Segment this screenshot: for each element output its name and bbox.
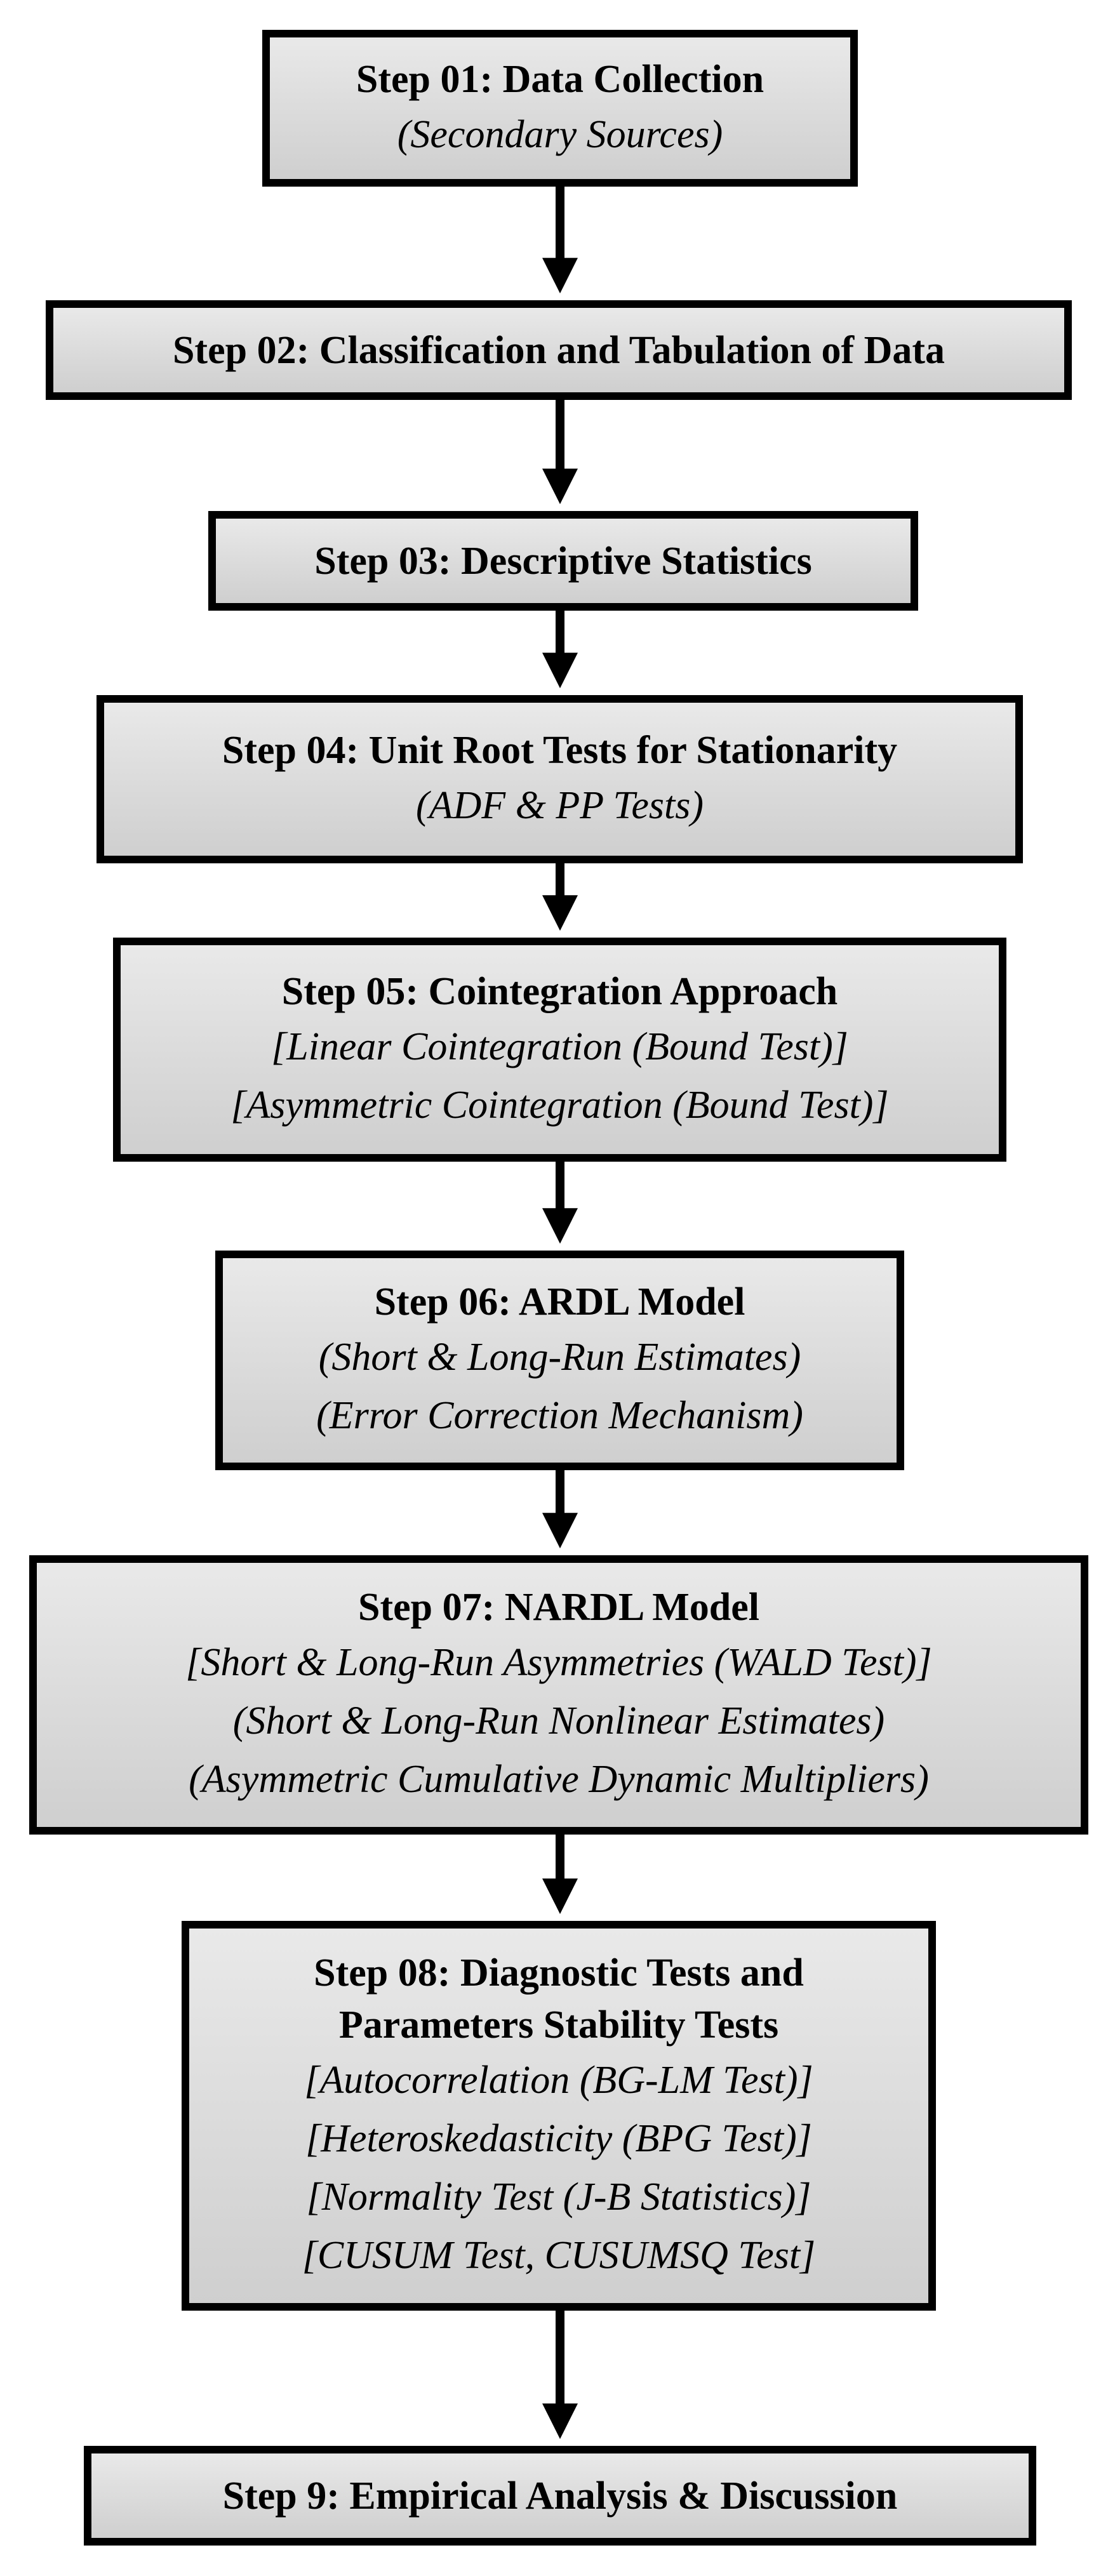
step-05-detail-1: [Linear Cointegration (Bound Test)] bbox=[271, 1025, 848, 1068]
step-06-detail-2: (Error Correction Mechanism) bbox=[316, 1394, 803, 1437]
step-09-box bbox=[84, 2446, 1036, 2546]
step-07-detail-2: (Short & Long-Run Nonlinear Estimates) bbox=[232, 1699, 885, 1743]
step-07-detail-1: [Short & Long-Run Asymmetries (WALD Test)] bbox=[185, 1641, 932, 1684]
step-01-title: Step 01: Data Collection bbox=[356, 57, 764, 101]
step-08-box bbox=[182, 1921, 936, 2311]
step-04-detail-1: (ADF & PP Tests) bbox=[416, 783, 704, 827]
step-05-detail-2: [Asymmetric Cointegration (Bound Test)] bbox=[230, 1083, 889, 1127]
step-02-box bbox=[46, 300, 1072, 400]
step-08-detail-3: [Normality Test (J-B Statistics)] bbox=[306, 2175, 811, 2219]
step-08-detail-1: [Autocorrelation (BG-LM Test)] bbox=[304, 2059, 813, 2102]
step-09-title: Step 9: Empirical Analysis & Discussion bbox=[222, 2474, 898, 2518]
step-02-title: Step 02: Classification and Tabulation of Data bbox=[172, 328, 945, 372]
step-07-detail-3: (Asymmetric Cumulative Dynamic Multipliers) bbox=[189, 1758, 929, 1801]
step-01-detail-1: (Secondary Sources) bbox=[397, 112, 723, 156]
step-01-box bbox=[262, 30, 858, 187]
step-08-detail-4: [CUSUM Test, CUSUMSQ Test] bbox=[302, 2234, 816, 2277]
step-06-box bbox=[215, 1251, 904, 1470]
step-03-box bbox=[208, 511, 918, 611]
step-07-title: Step 07: NARDL Model bbox=[357, 1586, 760, 1629]
step-05-title: Step 05: Cointegration Approach bbox=[281, 969, 838, 1013]
step-08-title-line-2: Parameters Stability Tests bbox=[338, 2003, 779, 2047]
step-03-title: Step 03: Descriptive Statistics bbox=[314, 539, 812, 583]
step-06-title: Step 06: ARDL Model bbox=[374, 1280, 745, 1324]
step-04-title: Step 04: Unit Root Tests for Stationarity bbox=[222, 728, 898, 772]
step-07-box bbox=[29, 1555, 1088, 1835]
step-04-box bbox=[97, 695, 1023, 863]
step-08-title-line-1: Step 08: Diagnostic Tests and bbox=[314, 1951, 804, 1995]
step-06-detail-1: (Short & Long-Run Estimates) bbox=[318, 1336, 801, 1379]
step-05-box bbox=[113, 938, 1006, 1162]
step-08-detail-2: [Heteroskedasticity (BPG Test)] bbox=[305, 2117, 812, 2160]
